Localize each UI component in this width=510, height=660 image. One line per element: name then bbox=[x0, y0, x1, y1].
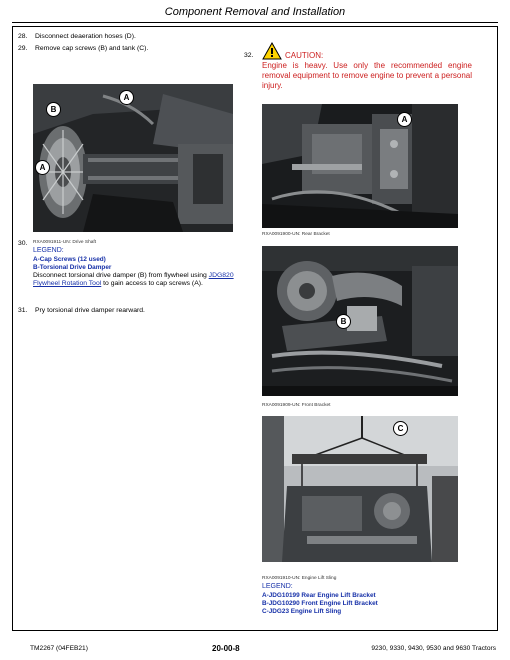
figure1-legend-title: LEGEND: bbox=[33, 247, 64, 254]
drive-shaft-illustration bbox=[33, 84, 233, 232]
step-30-number: 30. bbox=[18, 240, 28, 247]
caution-label: CAUTION: bbox=[285, 51, 324, 60]
figure1-legend-b: B-Torsional Drive Damper bbox=[33, 264, 112, 271]
engine-lift-sling-photo bbox=[262, 416, 458, 562]
caution-text: Engine is heavy. Use only the recommended engine removal equipment to remove engine to prevent a personal injury. bbox=[262, 61, 472, 90]
callout-b: B bbox=[46, 102, 61, 117]
figure3-caption: RXA0091909-UN: Front Bracket bbox=[262, 403, 331, 408]
figure4-legend-c: C-JDG23 Engine Lift Sling bbox=[262, 608, 342, 615]
left-border bbox=[12, 26, 13, 630]
figure4-legend-a: A-JDG10199 Rear Engine Lift Bracket bbox=[262, 592, 376, 599]
header-rule bbox=[12, 22, 498, 23]
footer-models: 9230, 9330, 9430, 9530 and 9630 Tractors bbox=[371, 645, 496, 652]
callout-a: A bbox=[397, 112, 412, 127]
footer-page-number: 20-00-8 bbox=[212, 644, 240, 653]
callout-a-top: A bbox=[119, 90, 134, 105]
figure4-legend-title: LEGEND: bbox=[262, 583, 293, 590]
footer-rule bbox=[12, 630, 498, 631]
rear-bracket-illustration bbox=[262, 104, 458, 228]
figure4-legend-b: B-JDG10290 Front Engine Lift Bracket bbox=[262, 600, 378, 607]
callout-c: C bbox=[393, 421, 408, 436]
step-31: 31. Pry torsional drive damper rearward. bbox=[18, 307, 145, 314]
warning-triangle-icon bbox=[262, 42, 282, 60]
page-header-title: Component Removal and Installation bbox=[164, 6, 346, 18]
rear-bracket-photo bbox=[262, 104, 458, 228]
step-30-text: Disconnect torsional drive damper (B) from flywheel using JDG820 Flywheel Rotation Tool to gain access to cap screws (A). bbox=[33, 272, 234, 288]
right-border bbox=[497, 26, 498, 630]
engine-lift-sling-illustration bbox=[262, 416, 458, 562]
step-32-number: 32. bbox=[244, 52, 254, 59]
figure1-caption: RXA0091911-UN: Drive Shaft bbox=[33, 240, 97, 245]
header-rule-lower bbox=[12, 26, 498, 27]
step-28: 28. Disconnect deaeration hoses (D). bbox=[18, 33, 136, 40]
callout-a-left: A bbox=[35, 160, 50, 175]
front-bracket-photo bbox=[262, 246, 458, 396]
footer-doc-number: TM2267 (04FEB21) bbox=[30, 645, 88, 652]
step-29: 29. Remove cap screws (B) and tank (C). bbox=[18, 45, 149, 52]
callout-b: B bbox=[336, 314, 351, 329]
drive-shaft-photo bbox=[33, 84, 233, 232]
flywheel-rotation-tool-link[interactable]: JDG820 Flywheel Rotation Tool bbox=[33, 272, 234, 288]
front-bracket-illustration bbox=[262, 246, 458, 396]
figure1-legend-a: A-Cap Screws (12 used) bbox=[33, 256, 106, 263]
figure2-caption: RXA0091900-UN: Rear Bracket bbox=[262, 232, 330, 237]
figure4-caption: RXA0091910-UN: Engine Lift Sling bbox=[262, 576, 337, 581]
